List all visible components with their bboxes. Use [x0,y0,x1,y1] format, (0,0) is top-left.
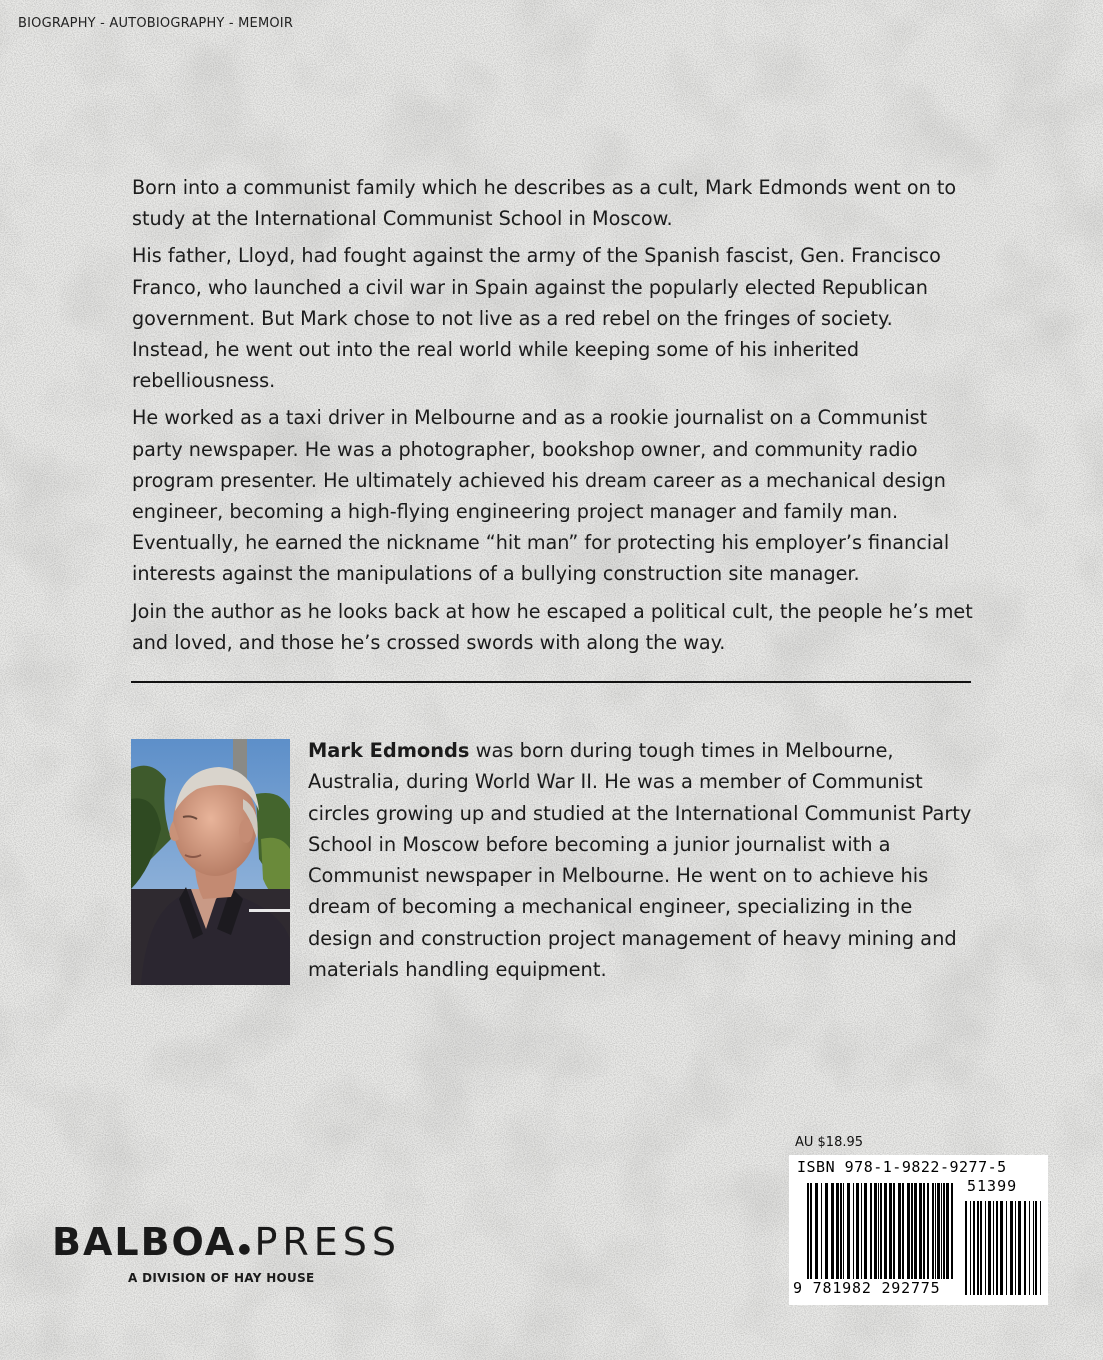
barcode-bar [1024,1201,1026,1295]
barcode-bar [807,1183,809,1279]
barcode-bar [889,1183,892,1279]
section-divider [131,681,971,683]
barcode-bar [1033,1201,1034,1295]
barcode-bar [815,1183,818,1279]
price-label: AU $18.95 [795,1135,864,1150]
barcode-bar [941,1183,942,1279]
barcode-bar [1040,1201,1041,1295]
barcode-bar [973,1201,975,1295]
barcode-bar [977,1201,979,1295]
barcode-bar [1035,1201,1037,1295]
publisher-logo [52,1220,402,1285]
back-cover-blurb [132,172,974,664]
blurb-paragraph-4: Join the author as he looks back at how he escaped a political cult, the people he’s met and loved, and those he’s crossed swords with along the way. [132,599,973,654]
barcode-bar [878,1183,879,1279]
barcode-bar [923,1183,925,1279]
barcode-bar [937,1183,940,1279]
barcode-bar [836,1183,839,1279]
barcode-bar [965,1201,967,1295]
barcode-bar [864,1183,867,1279]
barcode-bar [911,1183,913,1279]
barcode-bar [853,1183,854,1279]
author-bio [308,735,973,985]
barcode-bar [951,1183,953,1279]
barcode-bar [884,1183,887,1279]
genre-category-label: BIOGRAPHY - AUTOBIOGRAPHY - MEMOIR [18,16,294,31]
barcode-bar [861,1183,862,1279]
barcode-bar [946,1183,949,1279]
barcode-bar [1018,1201,1021,1295]
barcode-bar [831,1183,834,1279]
barcode-bar [898,1183,901,1279]
barcode-bar [821,1183,822,1279]
barcode-bar [856,1183,859,1279]
barcode-bar [825,1183,828,1279]
author-photo [131,739,290,985]
blurb-paragraph-2: His father, Lloyd, had fought against the army of the Spanish fascist, Gen. Francisco Franco, who launched a civil war in Spain against the popularly elected Republican government. But Mark chose to not live as a red rebel on the fringes of society. Instead, he went out into the real world while keeping some of his inherited rebelliousness. [132,244,941,393]
barcode-bar [870,1183,872,1279]
publisher-subtitle: A DIVISION OF HAY HOUSE [128,1271,315,1285]
barcode-bar [970,1201,971,1295]
blurb-paragraph-1: Born into a communist family which he describes as a cult, Mark Edmonds went on to study at the International Communist School in Moscow. [132,176,957,231]
barcode-bar [919,1183,922,1279]
blurb-paragraph-3: He worked as a taxi driver in Melbourne and as a rookie journalist on a Communist party newspaper. He was a photographer, bookshop owner, and community radio program presenter. He ultimately achieved his dream career as a mechanical design engineer, becoming a high-flying engineering project manager and family man. Eventually, he earned the nickname “hit man” for protecting his employer’s financial interests against the manipulations of a bullying construction site manager. [132,406,950,586]
author-portrait-illustration [131,739,290,985]
barcode-bar [1015,1201,1016,1295]
barcode-bar [843,1183,844,1279]
barcode-bar [874,1183,877,1279]
publisher-wordmark-bold: BALBOA [52,1220,237,1264]
publisher-wordmark [52,1220,402,1269]
author-bio-text: was born during tough times in Melbourne, Australia, during World War II. He was a member of Communist circles growing up and studied at the International Communist Party School in Moscow before becoming a junior journalist with a Communist newspaper in Melbourne. He went on to achieve his dream of becoming a mechanical engineer, specializing in the design and construction project management of heavy mining and materials handling equipment. [308,739,972,982]
barcode-bar [1000,1201,1003,1295]
barcode-bar [840,1183,842,1279]
barcode-bar [927,1183,929,1279]
barcode-bar [932,1183,934,1279]
author-name: Mark Edmonds [308,739,470,762]
barcode-bar [902,1183,904,1279]
isbn-barcode-panel [789,1155,1048,1305]
barcode-bar [980,1201,982,1295]
barcode-bar [1006,1201,1007,1295]
barcode-bar [993,1201,994,1295]
barcode-bar [810,1183,812,1279]
barcode-bar [1010,1201,1013,1295]
barcode-bar [847,1183,850,1279]
barcode-bar [880,1183,882,1279]
barcode-bar [985,1201,986,1295]
barcode-bar [893,1183,895,1279]
barcode-bar [907,1183,910,1279]
barcode-bar [988,1201,991,1295]
isbn-number: ISBN 978-1-9822-9277-5 [797,1158,1007,1176]
barcode-bar [914,1183,917,1279]
barcode-addon-digits: 51399 [967,1177,1018,1195]
barcode-bar [1029,1201,1030,1295]
barcode-human-readable: 9 781982 292775 [793,1279,941,1297]
logo-dot-icon: ● [238,1241,253,1257]
barcode-bar [943,1183,945,1279]
publisher-wordmark-light: PRESS [254,1220,402,1264]
barcode-bar [935,1183,936,1279]
barcode-bar [996,1201,998,1295]
